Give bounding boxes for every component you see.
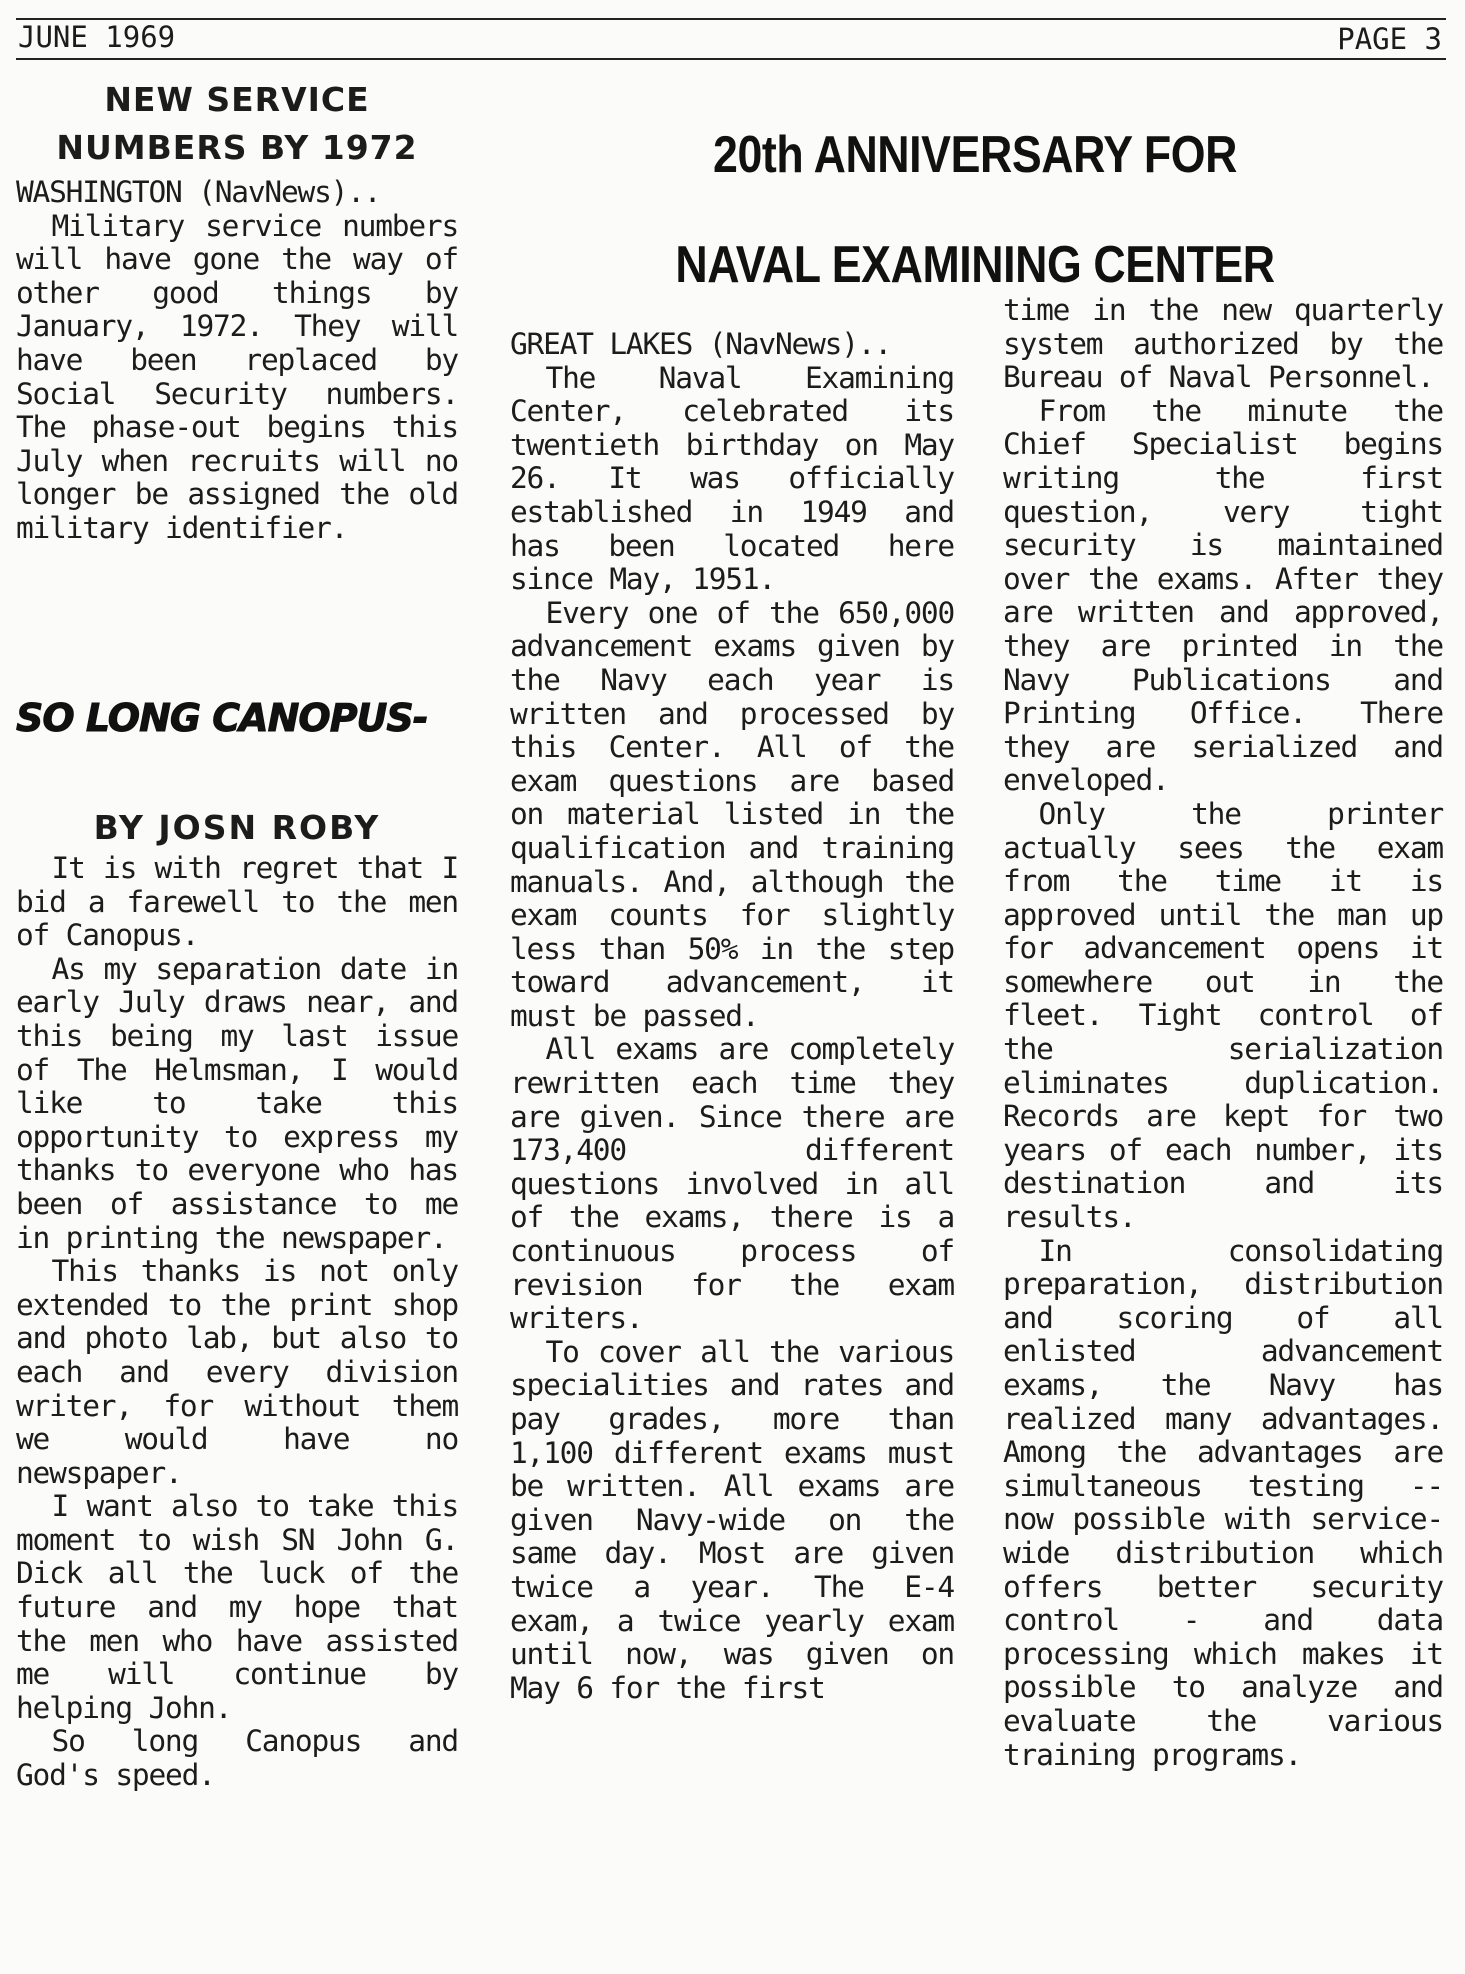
service-numbers-text [16,176,458,546]
service-numbers-body: Military service numbers will have gone the way of other good things by January, 1972. They will have been replaced by Social Security numbers. The phase-out begins this July when recruits will no longer be assigned the old military identifier. [16,208,458,545]
service-numbers-headline-2: NUMBERS BY 1972 [56,128,418,167]
farewell-text [16,852,458,1793]
farewell-article [16,694,458,1793]
main-headline-line-2: NAVAL EXAMINING CENTER [675,236,1275,294]
farewell-paragraph: This thanks is not only extended to the print shop and photo lab, but also to each and every division writer, for without them we would have no newspaper. [16,1254,458,1490]
main-article-paragraph: From the minute the Chief Specialist begins writing the first question, very tight security is maintained over the exams. After they are written and approved, they are printed in the Navy Publications and Printing Office. There they are serialized and enveloped. [1003,393,1443,798]
farewell-paragraph: So long Canopus and God's speed. [16,1724,458,1793]
main-headline-line-1: 20th ANNIVERSARY FOR [713,126,1237,184]
page-header [16,18,1446,60]
farewell-paragraph: As my separation date in early July draws near, and this being my last issue of The Helmsman, I would like to take this opportunity to express my thanks to everyone who has been of assistance to me in printing the newspaper. [16,951,458,1255]
main-article-continuation: time in the new quarterly system authorized by the Bureau of Naval Personnel. [1003,293,1443,395]
main-article-dateline: GREAT LAKES (NavNews).. [510,327,891,361]
main-article-paragraph: Only the printer actually sees the exam from the time it is approved until the man up for advancement opens it somewhere out in the fleet. Tight control of the serialization eliminates duplication. Records are kept for two years of each number, its destination and its results. [1003,796,1443,1235]
service-numbers-headline-1: NEW SERVICE [104,80,370,119]
main-article-column-3 [1003,294,1443,1772]
main-article-column-2 [510,328,954,1705]
so-long-canopus-banner: SO LONG CANOPUS- [16,696,428,740]
service-numbers-dateline: WASHINGTON (NavNews).. [16,175,381,209]
main-article-paragraph: To cover all the various specialities and rates and pay grades, more than 1,100 different exams must be written. All exams are given Navy-wide on the same day. Most are given twice a year. The E-4 exam, a twice yearly exam until now, was given on May 6 for the first [510,1334,954,1705]
page-number: PAGE 3 [1337,22,1442,56]
farewell-paragraph: I want also to take this moment to wish SN John G. Dick all the luck of the future and my hope that the men who have assisted me will continue by helping John. [16,1489,458,1725]
main-headline [560,120,1390,300]
farewell-paragraph: It is with regret that I bid a farewell to the men of Canopus. [16,851,458,953]
main-article-paragraph: Every one of the 650,000 advancement exams given by the Navy each year is written and processed by this Center. All of the exam questions are based on material listed in the qualification and training manuals. And, although the exam counts for slightly less than 50% in the step toward advancement, it must be passed. [510,595,954,1033]
issue-date: JUNE 1969 [18,20,176,54]
main-article-paragraph: In consolidating preparation, distribution and scoring of all enlisted advancement exams, the Navy has realized many advantages. Among the advantages are simultaneous testing -- now possible with service-wide distribution which offers better security control - and data processing which makes it possible to analyze and evaluate the various training programs. [1003,1233,1443,1772]
farewell-byline: BY JOSN ROBY [93,808,381,847]
service-numbers-article [16,78,458,546]
main-article-paragraph: The Naval Examining Center, celebrated its twentieth birthday on May 26. It was officially established in 1949 and has been located here since May, 1951. [510,360,954,597]
main-article-paragraph: All exams are completely rewritten each time they are given. Since there are 173,400 different questions involved in all of the exams, there is a continuous process of revision for the exam writers. [510,1032,954,1336]
